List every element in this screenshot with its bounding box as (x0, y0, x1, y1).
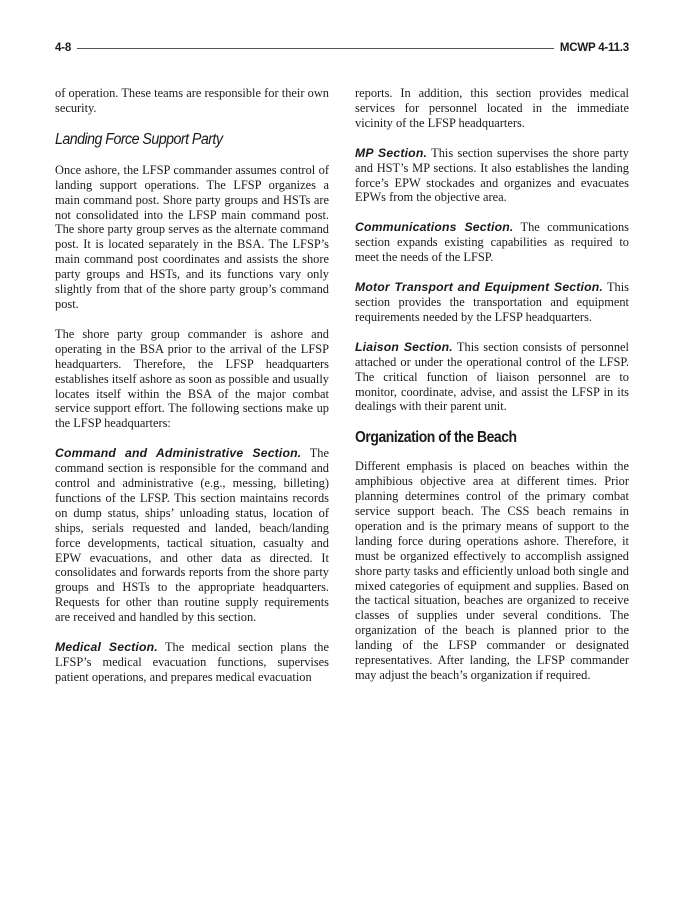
paragraph-liaison (355, 340, 629, 415)
section-heading-lfsp: Landing Force Support Party (55, 130, 223, 148)
paragraph-motor-transport (355, 280, 629, 325)
runin-heading-command-admin: Command and Administrative Section. (55, 446, 302, 461)
left-column (55, 86, 329, 700)
runin-heading-medical: Medical Section. (55, 640, 158, 655)
runin-heading-liaison: Liaison Section. (355, 339, 453, 354)
paragraph-lfsp-intro: Once ashore, the LFSP commander assumes control of landing support operations. The LFSP organizes a main command post. Shore party groups and HSTs are not consolidated into the LFSP main command post. The shore party group serves as the alternate command post. It is located separately in the BSA. The LFSP’s main command post coordinates and assists the shore party groups and HSTs, and its functions vary only slightly from that of the shore party group’s command post. (55, 162, 329, 311)
body-medical: The medical section plans the LFSP’s medical evacuation functions, supervises patient operations, and prepares medical evacuation (55, 640, 329, 684)
body-command-admin: The command section is responsible for the command and control and administrative (e.g., messing, billeting) functions of the LFSP. This section maintains records on dump status, ships’ unloading status, location of ships, serials requested and landed, beach/landing force developments, tactical situation, casualty and EPW evacuations, and other data as directed. It consolidates and forwards reports from the shore party groups and HSTs to the appropriate headquarters. Requests for other than routine supply requirements are received and handled by this section. (55, 446, 330, 625)
paragraph-continuation: of operation. These teams are responsible for their own security. (55, 86, 329, 115)
paragraph-mp (355, 146, 629, 206)
paragraph-communications (355, 220, 629, 265)
page-number: 4-8 (55, 42, 72, 54)
paragraph-medical-continuation: reports. In addition, this section provides medical services for personnel located in the immediate vicinity of the LFSP headquarters. (355, 86, 629, 130)
section-heading-beach: Organization of the Beach (355, 429, 517, 447)
body-motor-transport: This section provides the transportation and equipment requirements needed by the LFSP headquarters. (355, 280, 629, 324)
runin-heading-mp: MP Section. (355, 145, 428, 160)
runin-heading-motor-transport: Motor Transport and Equipment Section. (355, 280, 604, 295)
paragraph-command-admin (55, 446, 329, 625)
header-rule (77, 48, 554, 49)
paragraph-beach: Different emphasis is placed on beaches within the amphibious objective area at different times. Prior planning determines control of the primary combat service support beach. The CSS beach remains in operation and is the primary means of support to the landing force during operations ashore. Therefore, it must be organized effectively to accomplish assigned shore party tasks and efficiently unload both single and mixed categories of equipment and supplies. Based on the tactical situation, beaches are organized to receive classes of supplies under several conditions. The organization of the beach is planned prior to the landing of the LFSP commander or designated representatives. After landing, the LFSP commander may adjust the beach’s organization if required. (355, 459, 629, 682)
running-header (55, 40, 629, 56)
body-liaison: This section consists of personnel attached or under the operational control of the LFSP. The critical function of liaison personnel are to monitor, coordinate, advise, and assist the LFSP in its dealings with their parent unit. (355, 339, 629, 414)
right-column (355, 86, 629, 698)
publication-id: MCWP 4-11.3 (559, 42, 629, 54)
paragraph-shore-party-commander: The shore party group commander is ashore and operating in the BSA prior to the arrival of the LFSP headquarters. Therefore, the LFSP headquarters establishes itself ashore as soon as possible and usually locates itself within the BSA of the major combat service support effort. The following sections make up the LFSP headquarters: (55, 326, 329, 431)
runin-heading-communications: Communications Section. (355, 220, 514, 235)
body-communications: The communications section expands existing capabilities as required to meet the needs of the LFSP. (355, 220, 629, 265)
body-mp: This section supervises the shore party and HST’s MP sections. It also establishes the landing force’s EPW stockades and organizes and evacuates EPWs from the objective area. (355, 145, 629, 205)
paragraph-medical (55, 640, 329, 685)
